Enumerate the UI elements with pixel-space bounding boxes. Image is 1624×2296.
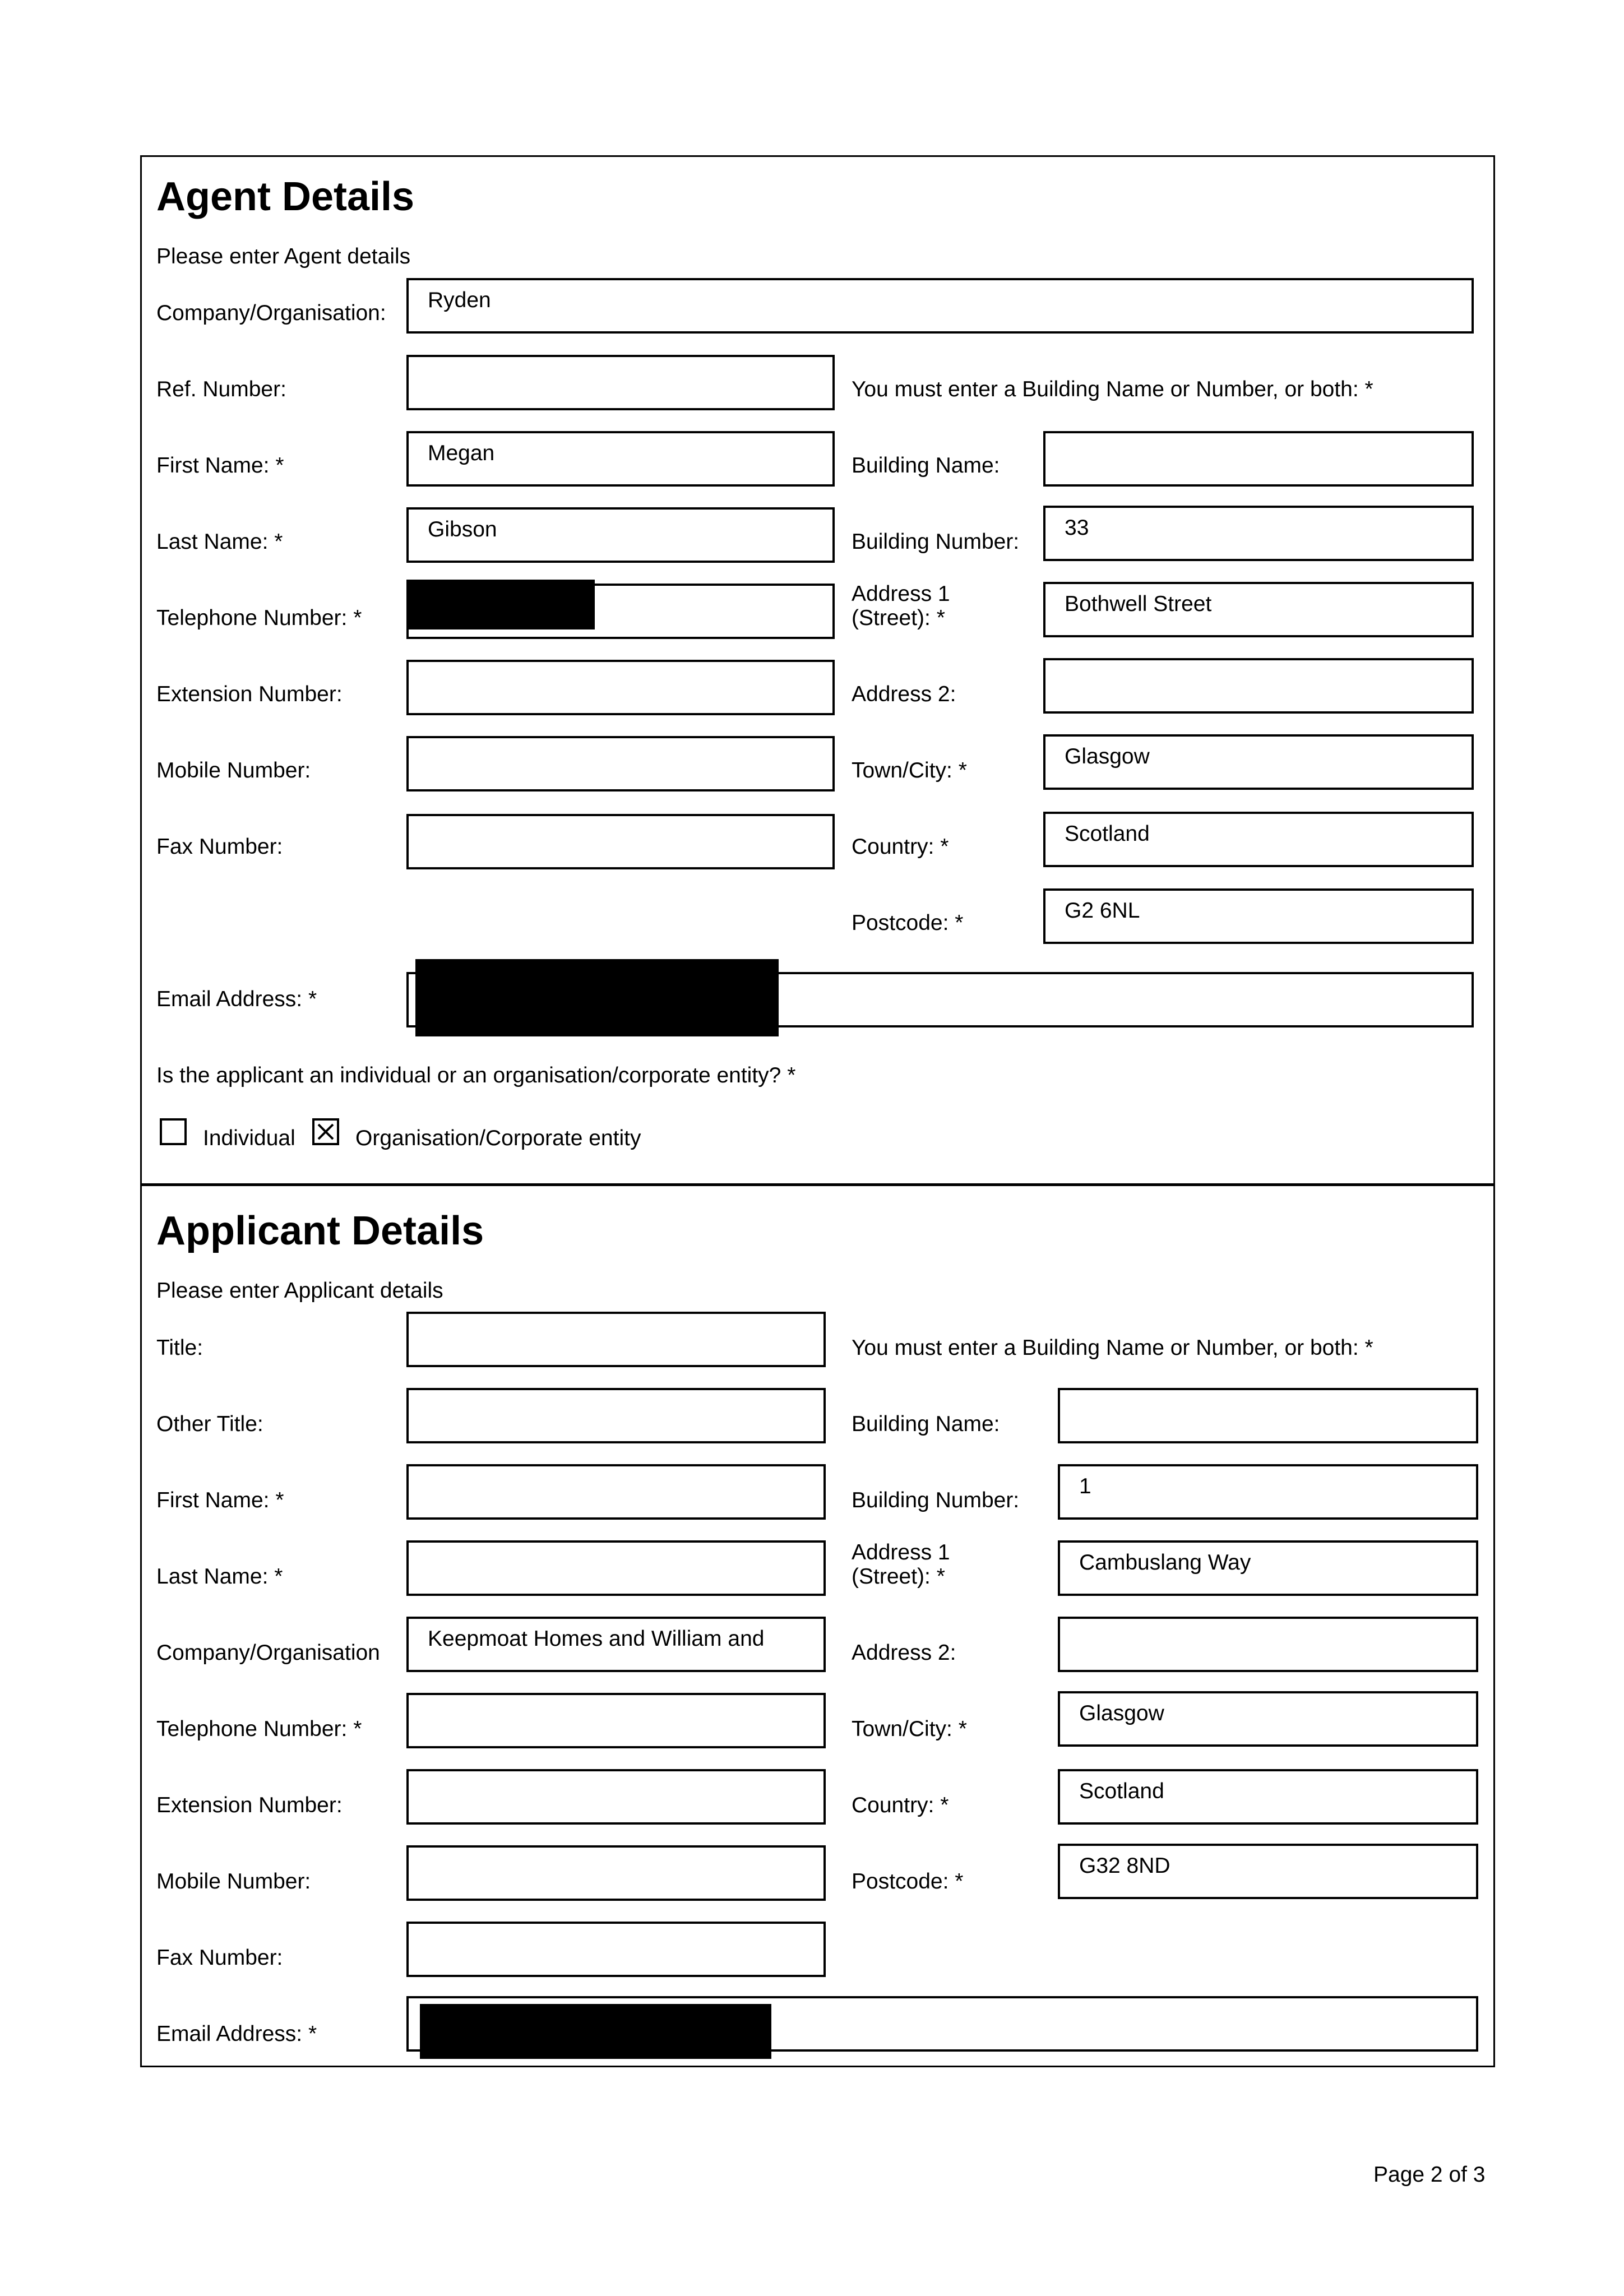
applicant-other-title-field[interactable]: [406, 1388, 826, 1443]
agent-first-name-label: First Name: *: [156, 453, 284, 478]
applicant-country-field[interactable]: Scotland: [1058, 1769, 1478, 1825]
applicant-fax-field[interactable]: [406, 1922, 826, 1977]
applicant-last-name-field[interactable]: [406, 1540, 826, 1596]
agent-last-name-label: Last Name: *: [156, 530, 283, 554]
applicant-building-name-field[interactable]: [1058, 1388, 1478, 1443]
applicant-first-name-field[interactable]: [406, 1464, 826, 1520]
agent-postcode-label: Postcode: *: [852, 911, 964, 935]
applicant-town-field[interactable]: Glasgow: [1058, 1691, 1478, 1747]
applicant-email-label: Email Address: *: [156, 2022, 317, 2046]
applicant-postcode-label: Postcode: *: [852, 1869, 964, 1894]
agent-mobile-label: Mobile Number:: [156, 758, 311, 783]
applicant-first-name-label: First Name: *: [156, 1488, 284, 1512]
applicant-mobile-label: Mobile Number:: [156, 1869, 311, 1894]
applicant-address1-field[interactable]: Cambuslang Way: [1058, 1540, 1478, 1596]
redaction-block: [415, 959, 779, 1036]
agent-intro-text: Please enter Agent details: [156, 244, 411, 269]
agent-country-field[interactable]: Scotland: [1043, 812, 1474, 867]
applicant-postcode-field[interactable]: G32 8ND: [1058, 1844, 1478, 1899]
agent-building-name-label: Building Name:: [852, 453, 1000, 478]
agent-address1-label-line1: Address 1: [852, 582, 950, 606]
agent-address2-label: Address 2:: [852, 682, 956, 706]
applicant-intro-text: Please enter Applicant details: [156, 1279, 443, 1303]
agent-extension-label: Extension Number:: [156, 682, 343, 706]
applicant-extension-field[interactable]: [406, 1769, 826, 1825]
applicant-building-number-field[interactable]: 1: [1058, 1464, 1478, 1520]
agent-ref-label: Ref. Number:: [156, 377, 286, 401]
applicant-country-label: Country: *: [852, 1793, 949, 1817]
organisation-label: Organisation/Corporate entity: [355, 1126, 641, 1150]
agent-fax-label: Fax Number:: [156, 835, 283, 859]
agent-telephone-label: Telephone Number: *: [156, 606, 362, 630]
agent-building-name-field[interactable]: [1043, 431, 1474, 487]
agent-last-name-field[interactable]: Gibson: [406, 507, 835, 563]
agent-address2-field[interactable]: [1043, 658, 1474, 714]
agent-first-name-field[interactable]: Megan: [406, 431, 835, 487]
agent-fax-field[interactable]: [406, 814, 835, 869]
individual-checkbox[interactable]: [160, 1118, 187, 1145]
section-divider: [140, 1183, 1495, 1186]
agent-mobile-field[interactable]: [406, 736, 835, 791]
applicant-last-name-label: Last Name: *: [156, 1564, 283, 1589]
checkbox-cross-icon: [317, 1123, 335, 1141]
applicant-address2-field[interactable]: [1058, 1617, 1478, 1672]
applicant-title-field[interactable]: [406, 1312, 826, 1367]
applicant-mobile-field[interactable]: [406, 1845, 826, 1901]
agent-ref-field[interactable]: [406, 355, 835, 410]
agent-extension-field[interactable]: [406, 660, 835, 715]
redaction-block: [420, 2004, 771, 2059]
applicant-town-label: Town/City: *: [852, 1717, 967, 1741]
applicant-company-label: Company/Organisation: [156, 1641, 380, 1665]
page-number: Page 2 of 3: [1373, 2163, 1486, 2187]
agent-email-label: Email Address: *: [156, 987, 317, 1011]
individual-label: Individual: [203, 1126, 295, 1150]
agent-address1-field[interactable]: Bothwell Street: [1043, 582, 1474, 637]
agent-building-number-label: Building Number:: [852, 530, 1020, 554]
agent-building-number-field[interactable]: 33: [1043, 506, 1474, 561]
applicant-building-name-label: Building Name:: [852, 1412, 1000, 1436]
applicant-building-number-label: Building Number:: [852, 1488, 1020, 1512]
applicant-address1-label-line2: (Street): *: [852, 1564, 945, 1589]
redaction-block: [406, 580, 595, 629]
applicant-address1-label-line1: Address 1: [852, 1540, 950, 1564]
agent-postcode-field[interactable]: G2 6NL: [1043, 888, 1474, 944]
agent-country-label: Country: *: [852, 835, 949, 859]
agent-town-label: Town/City: *: [852, 758, 967, 783]
applicant-address2-label: Address 2:: [852, 1641, 956, 1665]
applicant-building-note: You must enter a Building Name or Number, or both: *: [852, 1336, 1373, 1360]
applicant-telephone-label: Telephone Number: *: [156, 1717, 362, 1741]
applicant-section-heading: Applicant Details: [156, 1209, 484, 1253]
applicant-company-field[interactable]: Keepmoat Homes and William and: [406, 1617, 826, 1672]
applicant-title-label: Title:: [156, 1336, 203, 1360]
agent-entity-question: Is the applicant an individual or an organisation/corporate entity? *: [156, 1063, 796, 1087]
agent-section-heading: Agent Details: [156, 174, 415, 219]
applicant-extension-label: Extension Number:: [156, 1793, 343, 1817]
agent-address1-label-line2: (Street): *: [852, 606, 945, 630]
applicant-other-title-label: Other Title:: [156, 1412, 263, 1436]
agent-company-field[interactable]: Ryden: [406, 278, 1474, 334]
agent-town-field[interactable]: Glasgow: [1043, 734, 1474, 790]
agent-building-note: You must enter a Building Name or Number, or both: *: [852, 377, 1373, 401]
agent-company-label: Company/Organisation:: [156, 301, 386, 325]
applicant-fax-label: Fax Number:: [156, 1946, 283, 1970]
organisation-checkbox[interactable]: [312, 1118, 339, 1145]
applicant-telephone-field[interactable]: [406, 1693, 826, 1748]
